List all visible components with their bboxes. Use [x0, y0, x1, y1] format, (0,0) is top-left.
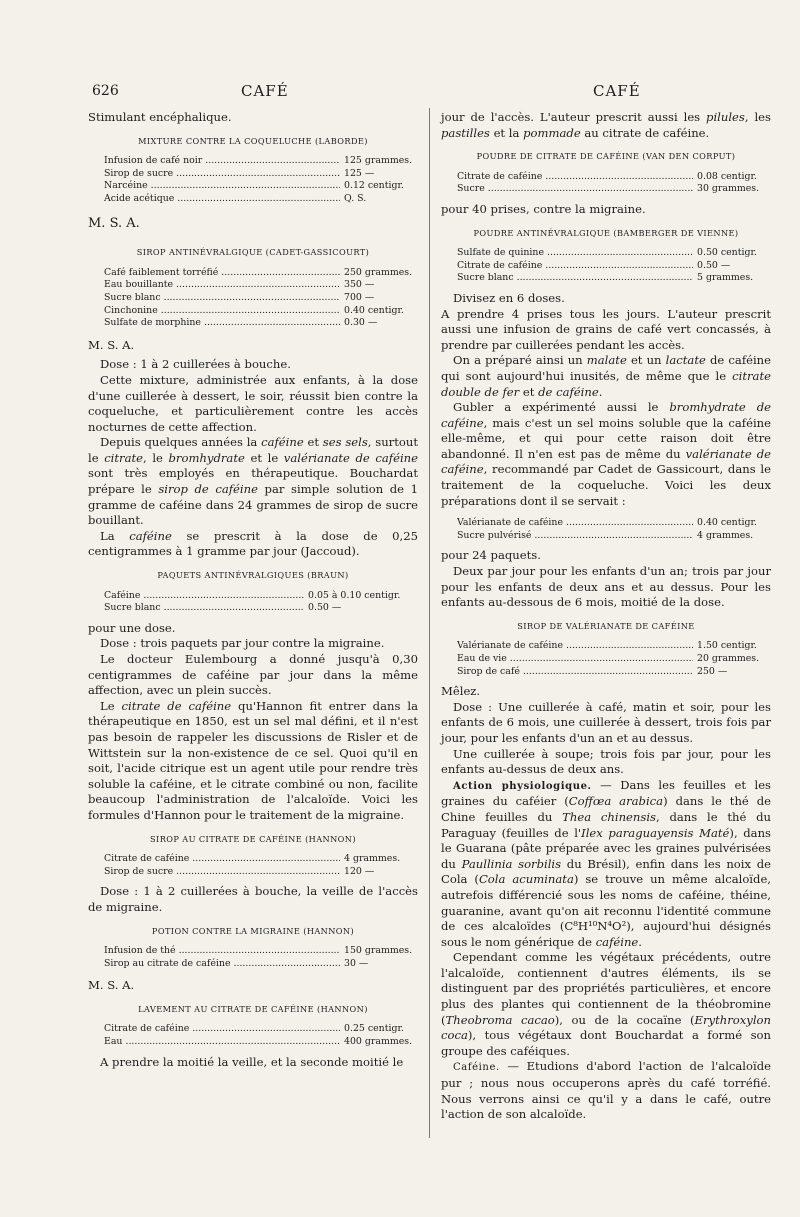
ingredient: Citrate de caféine ..... — [104, 853, 340, 866]
quantity: 1.50 centigr. — [693, 640, 771, 653]
recipe-list — [441, 171, 771, 196]
paragraph: Cependant comme les végétaux précédents, outre l'alcaloïde, contiennent d'autres éléments, ils se distinguent par des propriétés particulières, et encore plus des plantes qui contiennent de la théobromine (Theobroma cacao), ou de la cocaïne (Erythroxylon coca), tous végétaux dont Bouchardat a formé son groupe des caféiques. — [441, 950, 771, 1058]
recipe-row — [104, 945, 418, 958]
ingredient: Infusion de thé ..... — [104, 945, 340, 958]
ingredient: Cinchonine ..... — [104, 305, 340, 318]
ingredient: Citrate de caféine ..... — [457, 260, 693, 273]
ingredient: Eau de vie ..... — [457, 653, 693, 666]
quantity: 0.50 — — [693, 260, 771, 273]
msa-label: M. S. A. — [88, 978, 135, 993]
page-number: 626 — [92, 83, 119, 99]
section-heading: Caféine. — [453, 1062, 500, 1074]
quantity: 0.40 centigr. — [693, 517, 771, 530]
section-heading: Action physiologique. — [453, 780, 592, 792]
quantity: 350 — — [340, 279, 418, 292]
paragraph: jour de l'accès. L'auteur prescrit aussi les pilules, les pastilles et la pommade au citrate de caféine. — [441, 110, 771, 140]
recipe-row — [104, 958, 418, 971]
quantity: 0.40 centigr. — [340, 305, 418, 318]
ingredient: Infusion de café noir ..... — [104, 155, 340, 168]
quantity: Q. S. — [340, 193, 418, 206]
recipe-title: LAVEMENT AU CITRATE DE CAFÉINE (HANNON) — [138, 1003, 368, 1014]
recipe-row — [104, 602, 418, 615]
recipe-row — [104, 168, 418, 181]
paragraph: pour 24 paquets. — [441, 548, 541, 563]
recipe-row — [104, 305, 418, 318]
recipe-row — [104, 853, 418, 866]
recipe-title: SIROP ANTINÉVRALGIQUE (CADET-GASSICOURT) — [136, 247, 370, 258]
recipe-row — [457, 183, 771, 196]
paragraph: Dose : 1 à 2 cuillerées à bouche, la veille de l'accès de migraine. — [88, 884, 418, 914]
quantity: 0.25 centigr. — [340, 1023, 418, 1036]
recipe-row — [104, 590, 418, 603]
recipe-row — [104, 155, 418, 168]
paragraph: Dose : 1 à 2 cuillerées à bouche. — [100, 357, 291, 372]
ingredient: Sucre blanc ..... — [457, 272, 693, 285]
recipe-list — [88, 267, 418, 330]
ingredient: Sirop de sucre ..... — [104, 866, 340, 879]
quantity: 120 — — [340, 866, 418, 879]
msa-label: M. S. A. — [88, 337, 135, 352]
recipe-list — [441, 517, 771, 542]
recipe-row — [457, 171, 771, 184]
quantity: 4 grammes. — [693, 530, 771, 543]
paragraph: Stimulant encéphalique. — [88, 110, 232, 124]
recipe-row — [104, 279, 418, 292]
recipe-list — [88, 590, 418, 615]
ingredient: Acide acétique ..... — [104, 193, 340, 206]
paragraph: Le citrate de caféine qu'Hannon fit entrer dans la thérapeutique en 1850, est un sel mal défini, et il n'est pas besoin de rappeler les discussions de Risler et de Wittstein sur la non-existence de ce sel. Quoi qu'il en soit, l'acide citrique est un agent utile pour rendre très soluble la caféine, et le citrate combiné ou non, facilite beaucoup l'administration de l'alcaloïde. Voici les formules d'Hannon pour le traitement de la migraine. — [88, 698, 418, 822]
ingredient: Citrate de caféine ..... — [457, 171, 693, 184]
recipe-row — [457, 666, 771, 679]
paragraph: pour 40 prises, contre la migraine. — [441, 201, 646, 216]
ingredient: Café faiblement torréfié ..... — [104, 267, 340, 280]
quantity: 125 grammes. — [340, 155, 418, 168]
paragraph: Deux par jour pour les enfants d'un an; trois par jour pour les enfants de deux ans et au dessus. Pour les enfants au-dessous de 6 mois, moitié de la dose. — [441, 564, 771, 610]
ingredient: Sucre ..... — [457, 183, 693, 196]
paragraph: Caféine. — Etudions d'abord l'action de l'alcaloïde pur ; nous nous occuperons après du café torréfié. Nous verrons ainsi ce qu'il y a dans le café, outre l'action de son alcaloïde. — [441, 1059, 771, 1122]
recipe-list — [441, 247, 771, 285]
quantity: 20 grammes. — [693, 653, 771, 666]
quantity: 700 — — [340, 292, 418, 305]
recipe-list — [88, 945, 418, 970]
paragraph: Dose : trois paquets par jour contre la migraine. — [100, 636, 385, 651]
quantity: 0.50 centigr. — [693, 247, 771, 260]
ingredient: Citrate de caféine ..... — [104, 1023, 340, 1036]
recipe-row — [104, 180, 418, 193]
recipe-row — [104, 292, 418, 305]
paragraph: Action physiologique. — Dans les feuilles et les graines du caféier (Coffœa arabica) dans le thé de Chine feuilles du Thea chinensis, dans le thé du Paraguay (feuilles de l'Ilex paraguayensis Maté), dans le Guarana (pâte préparée avec les graines pulvérisées du Paullinia sorbilis du Brésil), enfin dans les noix de Cola (Cola acuminata) se trouve un même alcaloïde, autrefois différencié sous les noms de caféine, théine, guaranine, avant qu'on ait reconnu l'identité commune de ces alcaloïdes (C⁸H¹⁰N⁴O²), aujourd'hui désignés sous le nom générique de caféine. — [441, 777, 772, 949]
paragraph: La caféine se prescrit à la dose de 0,25 centigrammes à 1 gramme par jour (Jaccoud). — [88, 528, 418, 559]
quantity: 125 — — [340, 168, 418, 181]
quantity: 0.08 centigr. — [693, 171, 771, 184]
quantity: 0.05 à 0.10 centigr. — [304, 590, 418, 603]
quantity: 4 grammes. — [340, 853, 418, 866]
quantity: 5 grammes. — [693, 272, 771, 285]
recipe-row — [457, 640, 771, 653]
paragraph: Dose : Une cuillerée à café, matin et soir, pour les enfants de 6 mois, une cuillerée à dessert, trois fois par jour, pour les enfants d'un an et au dessus. — [441, 699, 771, 745]
recipe-title: SIROP AU CITRATE DE CAFÉINE (HANNON) — [150, 833, 356, 844]
ingredient: Eau ..... — [104, 1036, 340, 1049]
paragraph: Depuis quelques années la caféine et ses sels, surtout le citrate, le bromhydrate et le valérianate de caféine sont très employés en thérapeutique. Bouchardat prépare le sirop de caféine par simple solution de 1 gramme de caféine dans 24 grammes de sirop de sucre bouillant. — [88, 435, 418, 528]
ingredient: Sirop de café ..... — [457, 666, 693, 679]
recipe-row — [457, 272, 771, 285]
ingredient: Sucre pulvérisé ..... — [457, 530, 693, 543]
quantity: 250 — — [693, 666, 771, 679]
quantity: 150 grammes. — [340, 945, 418, 958]
recipe-row — [104, 1023, 418, 1036]
ingredient: Sirop de sucre ..... — [104, 168, 340, 181]
paragraph: Une cuillerée à soupe; trois fois par jour, pour les enfants au-dessus de deux ans. — [441, 746, 771, 777]
recipe-row — [457, 247, 771, 260]
ingredient: Sucre blanc ..... — [104, 602, 304, 615]
paragraph: Gubler a expérimenté aussi le bromhydrate de caféine, mais c'est un sel moins soluble que la caféine elle-même, et qui pour cette raison doit être abandonné. Il n'en est pas de même du valérianate de caféine, recommandé par Cadet de Gassicourt, dans le traitement de la coqueluche. Voici les deux préparations dont il se servait : — [441, 400, 771, 508]
ingredient: Sulfate de quinine ..... — [457, 247, 693, 260]
recipe-title: POTION CONTRE LA MIGRAINE (HANNON) — [151, 925, 355, 936]
right-column — [441, 110, 771, 1123]
recipe-row — [104, 317, 418, 330]
recipe-title: SIROP DE VALÉRIANATE DE CAFÉINE — [517, 620, 695, 631]
recipe-title: POUDRE DE CITRATE DE CAFÉINE (VAN DEN CORPUT) — [476, 151, 736, 162]
recipe-row — [457, 260, 771, 273]
quantity: 0.12 centigr. — [340, 180, 418, 193]
recipe-row — [457, 530, 771, 543]
quantity: 400 grammes. — [340, 1036, 418, 1049]
recipe-list — [88, 155, 418, 205]
running-head-right: CAFÉ — [593, 82, 641, 100]
ingredient: Narcéine ..... — [104, 180, 340, 193]
msa-label: M. S. A. — [88, 215, 140, 231]
ingredient: Valérianate de caféine ..... — [457, 640, 693, 653]
paragraph: pour une dose. — [88, 620, 176, 635]
recipe-row — [104, 866, 418, 879]
paragraph: Divisez en 6 doses. — [453, 290, 565, 305]
recipe-title: MIXTURE CONTRE LA COQUELUCHE (LABORDE) — [138, 135, 368, 146]
running-head-left: CAFÉ — [241, 82, 289, 100]
ingredient: Sirop au citrate de caféine ..... — [104, 958, 340, 971]
recipe-list — [441, 640, 771, 678]
quantity: 250 grammes. — [340, 267, 418, 280]
recipe-row — [104, 1036, 418, 1049]
ingredient: Sulfate de morphine ..... — [104, 317, 340, 330]
recipe-row — [104, 267, 418, 280]
quantity: 0.30 — — [340, 317, 418, 330]
recipe-title: PAQUETS ANTINÉVRALGIQUES (BRAUN) — [157, 570, 349, 581]
quantity: 30 grammes. — [693, 183, 771, 196]
paragraph: A prendre 4 prises tous les jours. L'auteur prescrit aussi une infusion de grains de café vert concassés, à prendre par cuillerées pendant les accès. — [441, 306, 771, 352]
ingredient: Caféine ..... — [104, 590, 304, 603]
paragraph: Cette mixture, administrée aux enfants, à la dose d'une cuillerée à dessert, le soir, réussit bien contre la coqueluche, et particulièrement contre les accès nocturnes de cette affection. — [88, 372, 418, 434]
quantity: 30 — — [340, 958, 418, 971]
ingredient: Sucre blanc ..... — [104, 292, 340, 305]
recipe-row — [104, 193, 418, 206]
quantity: 0.50 — — [304, 602, 418, 615]
paragraph: Le docteur Eulembourg a donné jusqu'à 0,30 centigrammes de caféine par jour dans la même affection, avec un plein succès. — [88, 652, 418, 698]
ingredient: Valérianate de caféine ..... — [457, 517, 693, 530]
recipe-row — [457, 517, 771, 530]
recipe-list — [88, 853, 418, 878]
recipe-title: POUDRE ANTINÉVRALGIQUE (BAMBERGER DE VIENNE) — [473, 227, 739, 238]
paragraph: Mêlez. — [441, 684, 481, 699]
recipe-row — [457, 653, 771, 666]
column-rule — [429, 108, 430, 1138]
ingredient: Eau bouillante ..... — [104, 279, 340, 292]
recipe-list — [88, 1023, 418, 1048]
paragraph: On a préparé ainsi un malate et un lactate de caféine qui sont aujourd'hui inusités, de même que le citrate double de fer et de caféine. — [441, 353, 772, 399]
left-column — [88, 110, 418, 1070]
paragraph: A prendre la moitié la veille, et la seconde moitié le — [100, 1054, 404, 1069]
